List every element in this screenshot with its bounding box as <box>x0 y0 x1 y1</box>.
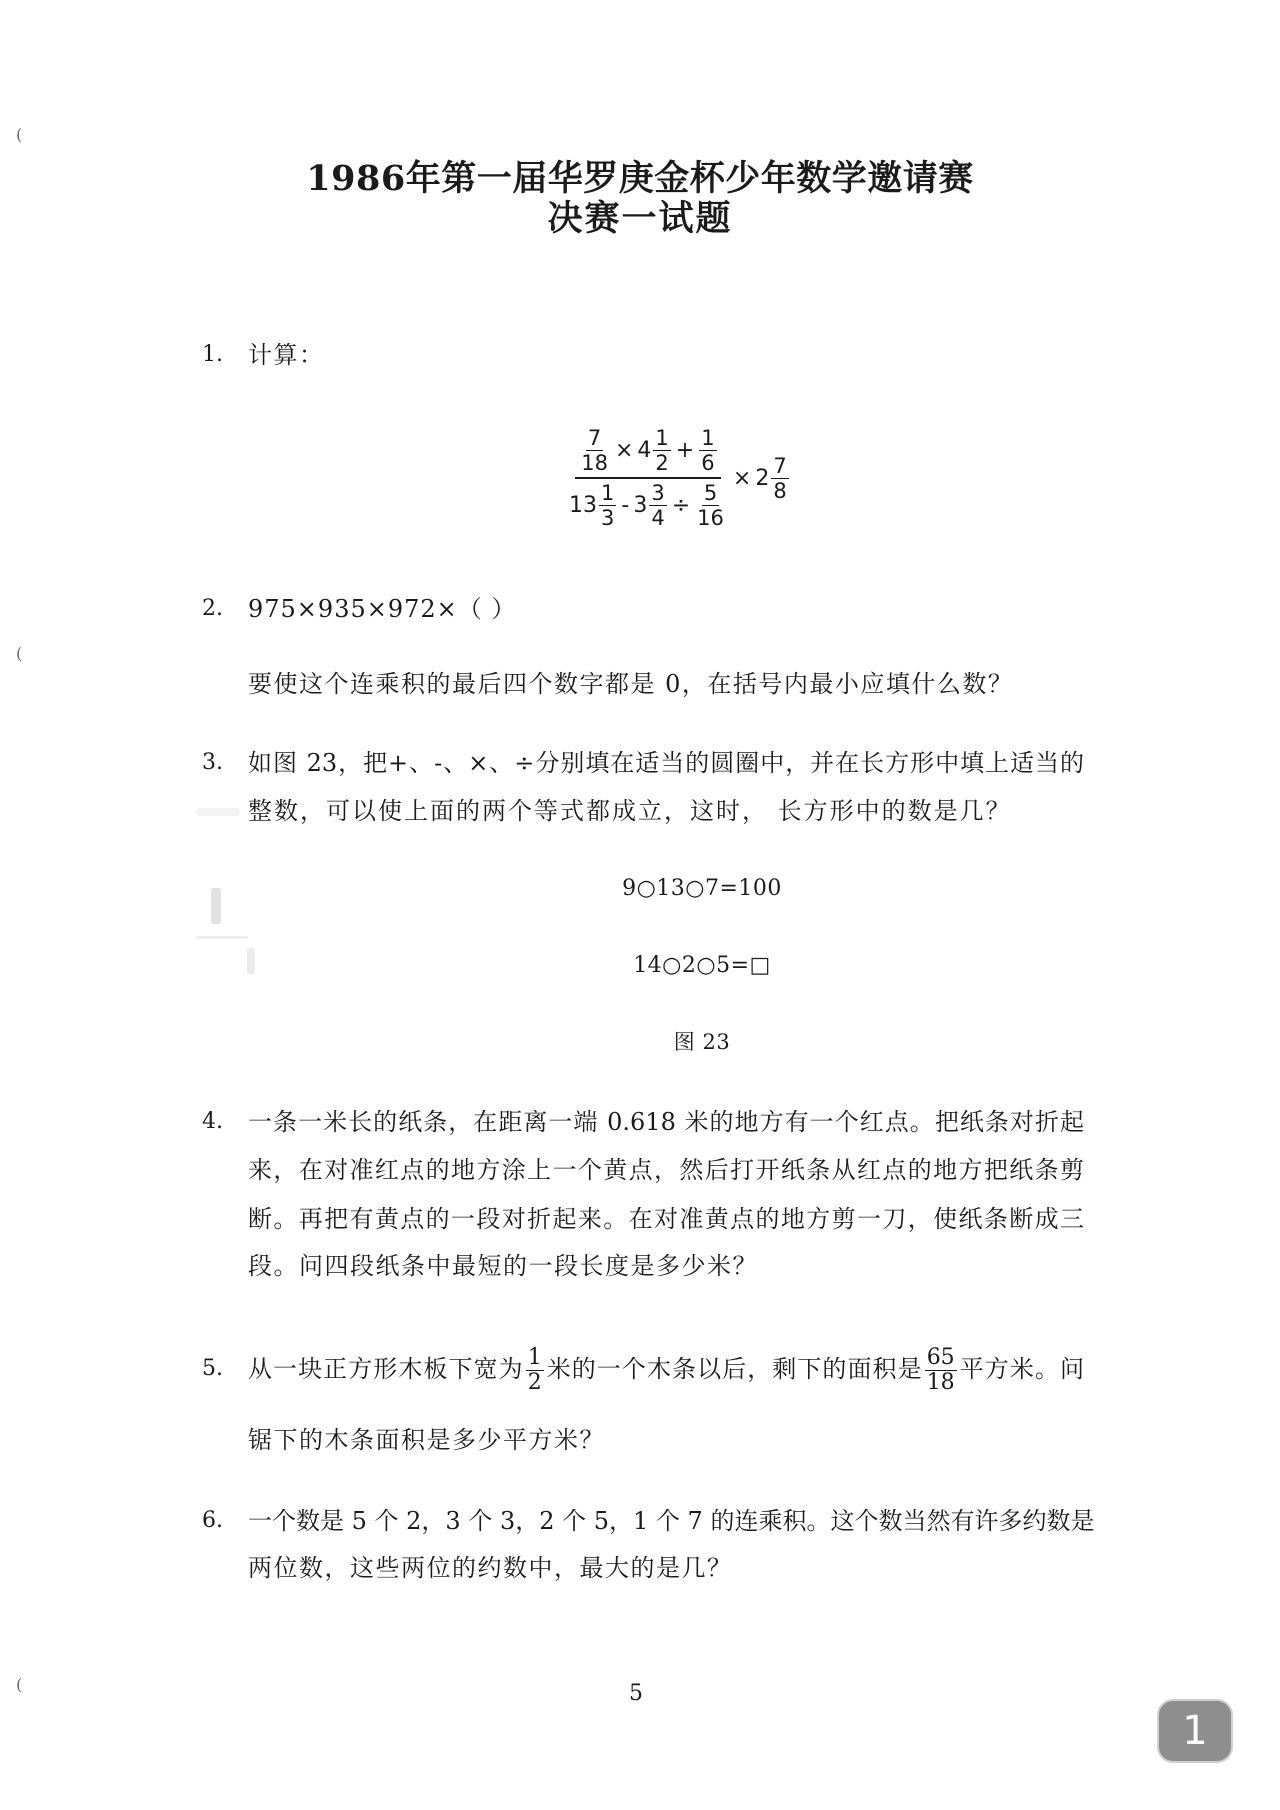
question-3-number: 3. <box>202 750 223 775</box>
denominator: 2 <box>527 1370 542 1395</box>
scan-smudge <box>211 888 221 924</box>
question-5-line-1 <box>248 1343 1084 1395</box>
denominator: 8 <box>773 478 787 503</box>
denominator: 2 <box>655 451 669 475</box>
fraction <box>699 426 716 475</box>
divide-sign: ÷ <box>671 493 691 518</box>
question-4-line-4: 段。问四段纸条中最短的一段长度是多少米？ <box>248 1252 758 1280</box>
question-5-line-2: 锯下的木条面积是多少平方米？ <box>248 1426 605 1454</box>
numerator: 1 <box>527 1345 542 1370</box>
plus-sign: + <box>675 438 695 463</box>
fraction <box>653 426 670 475</box>
multiply-sign: × <box>614 438 634 463</box>
main-numerator <box>575 424 720 479</box>
question-1-expression <box>566 424 791 532</box>
numerator: 1 <box>655 426 669 450</box>
question-6-number: 6. <box>202 1508 223 1533</box>
page-number: 5 <box>629 1681 643 1706</box>
question-5-number: 5. <box>202 1356 223 1381</box>
figure-equation-2: 14○2○5=□ <box>633 953 771 978</box>
whole-number: 2 <box>755 465 770 491</box>
question-5-text-before: 从一块正方形木板下宽为 <box>248 1355 524 1383</box>
scan-mark: ( <box>16 644 23 663</box>
denominator: 6 <box>701 451 715 475</box>
fraction-half <box>526 1346 544 1395</box>
question-4-number: 4. <box>202 1109 223 1134</box>
scan-mark: ( <box>16 1675 23 1694</box>
scan-smudge <box>196 936 248 939</box>
main-denominator <box>566 479 730 532</box>
fraction <box>599 481 616 530</box>
question-1-line-1: 计算： <box>248 341 325 369</box>
fraction <box>649 481 666 530</box>
fraction <box>579 426 610 475</box>
question-2-line-2: 要使这个连乘积的最后四个数字都是 0，在括号内最小应填什么数？ <box>248 670 1014 698</box>
numerator: 7 <box>773 453 787 478</box>
numerator: 1 <box>701 426 715 450</box>
question-5-text-middle: 米的一个木条以后，剩下的面积是 <box>545 1355 923 1383</box>
question-2-line-1: 975×935×972×（ ） <box>248 595 517 623</box>
whole-number: 3 <box>633 493 648 518</box>
question-2-number: 2. <box>202 596 223 621</box>
whole-number: 13 <box>569 493 597 518</box>
fraction <box>771 454 788 503</box>
numerator: 7 <box>587 426 602 450</box>
question-3-line-2: 整数，可以使上面的两个等式都成立，这时， 长方形中的数是几？ <box>248 797 1012 825</box>
question-6-line-2: 两位数，这些两位的约数中，最大的是几？ <box>248 1554 733 1582</box>
numerator: 65 <box>926 1345 955 1370</box>
fraction <box>695 481 726 530</box>
numerator: 3 <box>651 481 665 505</box>
fraction-area <box>925 1346 957 1395</box>
denominator: 18 <box>581 451 608 475</box>
minus-sign: - <box>621 493 630 518</box>
main-fraction <box>566 424 730 532</box>
numerator: 5 <box>703 481 718 505</box>
page-subtitle: 决赛一试题 <box>547 198 733 239</box>
denominator: 3 <box>601 506 615 530</box>
page-title: 1986年第一届华罗庚金杯少年数学邀请赛 <box>306 158 974 199</box>
scan-smudge <box>196 808 240 816</box>
question-6-line-1: 一个数是 5 个 2，3 个 3，2 个 5，1 个 7 的连乘积。这个数当然有许多约数是 <box>248 1507 1095 1535</box>
question-4-line-1: 一条一米长的纸条，在距离一端 0.618 米的地方有一个红点。把纸条对折起 <box>248 1108 1084 1136</box>
denominator: 16 <box>697 506 724 530</box>
whole-number: 4 <box>637 438 652 463</box>
page-indicator-badge[interactable]: 1 <box>1159 1701 1231 1761</box>
denominator: 4 <box>651 506 665 530</box>
denominator: 18 <box>926 1370 955 1395</box>
question-1-number: 1. <box>202 342 223 367</box>
question-5-text-after: 平方米。问 <box>958 1355 1084 1383</box>
multiply-sign: × <box>732 465 752 491</box>
figure-equation-1: 9○13○7=100 <box>622 876 782 901</box>
scan-smudge <box>247 948 255 974</box>
question-4-line-2: 来，在对准红点的地方涂上一个黄点，然后打开纸条从红点的地方把纸条剪 <box>248 1156 1084 1184</box>
numerator: 1 <box>601 481 615 505</box>
figure-caption: 图 23 <box>673 1030 731 1054</box>
question-3-line-1: 如图 23，把+、-、×、÷分别填在适当的圆圈中，并在长方形中填上适当的 <box>248 749 1084 777</box>
scan-mark: ( <box>16 125 23 144</box>
question-4-line-3: 断。再把有黄点的一段对折起来。在对准黄点的地方剪一刀，使纸条断成三 <box>248 1205 1084 1233</box>
